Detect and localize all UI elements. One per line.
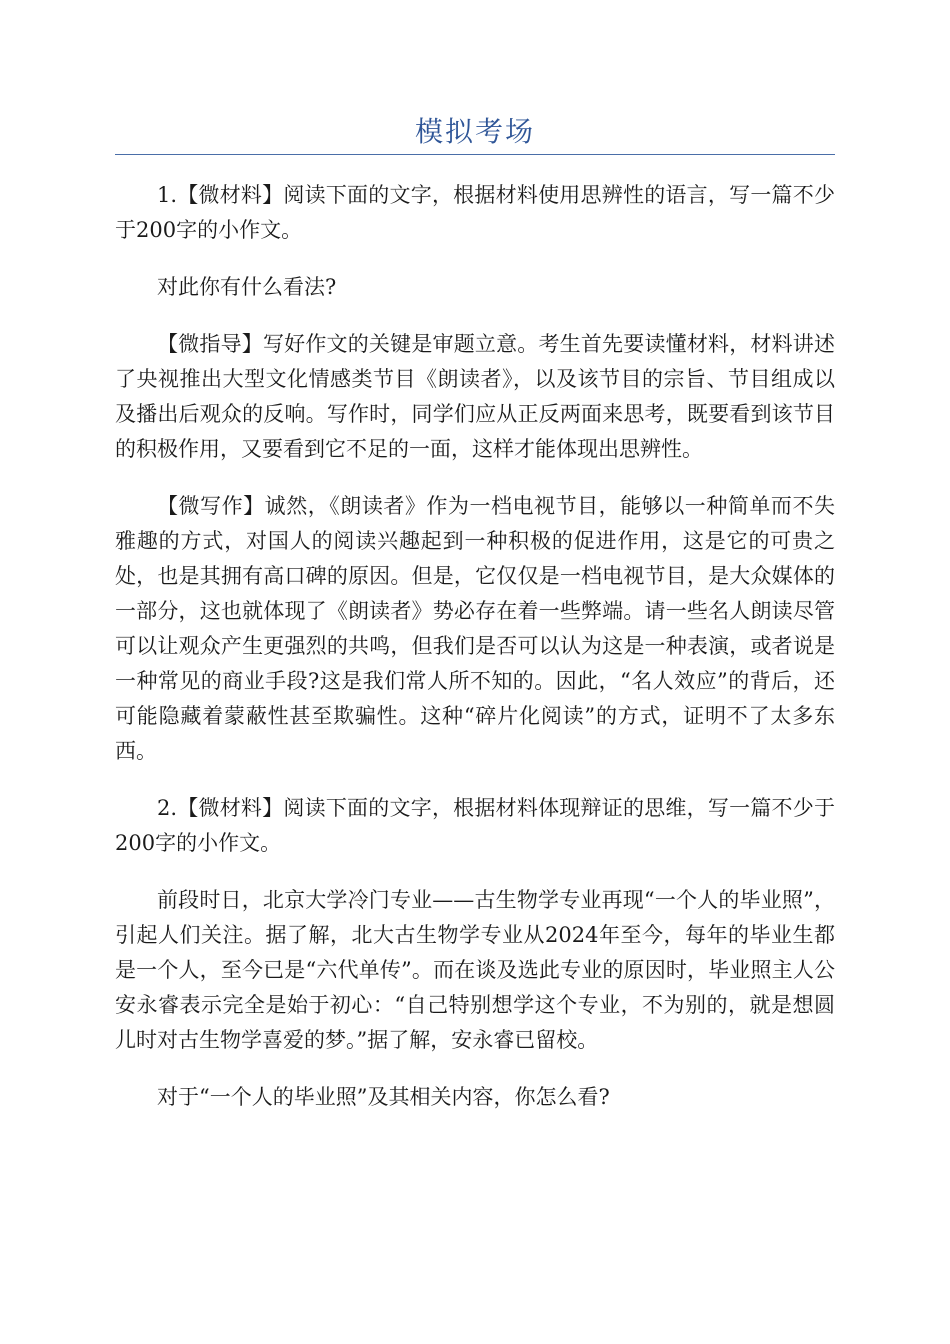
paragraph-sample-writing: 【微写作】诚然，《朗读者》作为一档电视节目，能够以一种简单而不失雅趣的方式，对国人的阅读兴趣起到一种积极的促进作用，这是它的可贵之处，也是其拥有高口碑的原因。但是，它仅仅是一档电视节目，是大众媒体的一部分，这也就体现了《朗读者》势必存在着一些弊端。请一些名人朗读尽管可以让观众产生更强烈的共鸣，但我们是否可以认为这是一种表演，或者说是一种常见的商业手段?这是我们常人所不知的。因此，“名人效应”的背后，还可能隐藏着蒙蔽性甚至欺骗性。这种“碎片化阅读”的方式，证明不了太多东西。 [115,494,835,763]
paragraph-question-1-prompt: 对此你有什么看法? [157,275,337,299]
paragraph-guidance: 【微指导】写好作文的关键是审题立意。考生首先要读懂材料，材料讲述了央视推出大型文化情感类节目《朗读者》，以及该节目的宗旨、节目组成以及播出后观众的反响。写作时，同学们应从正反两面来思考，既要看到该节目的积极作用，又要看到它不足的一面，这样才能体现出思辨性。 [115,332,835,461]
paragraph-question-2-prompt: 对于“一个人的毕业照”及其相关内容，你怎么看? [157,1085,610,1109]
paragraph-question-2-text: 前段时日，北京大学冷门专业——古生物学专业再现“一个人的毕业照”，引起人们关注。据了解，北大古生物学专业从2024年至今，每年的毕业生都是一个人，至今已是“六代单传”。而在谈及选此专业的原因时，毕业照主人公安永睿表示完全是始于初心：“自己特别想学这个专业，不为别的，就是想圆儿时对古生物学喜爱的梦。”据了解，安永睿已留校。 [115,888,835,1052]
paragraph-question-1-material: 1.【微材料】阅读下面的文字，根据材料使用思辨性的语言，写一篇不少于200字的小作文。 [115,183,835,242]
paragraph-question-2-material: 2.【微材料】阅读下面的文字，根据材料体现辩证的思维，写一篇不少于200字的小作文。 [115,796,835,855]
page-title: 模拟考场 [414,115,535,148]
title-underline [115,154,835,155]
document-body [115,178,835,1137]
